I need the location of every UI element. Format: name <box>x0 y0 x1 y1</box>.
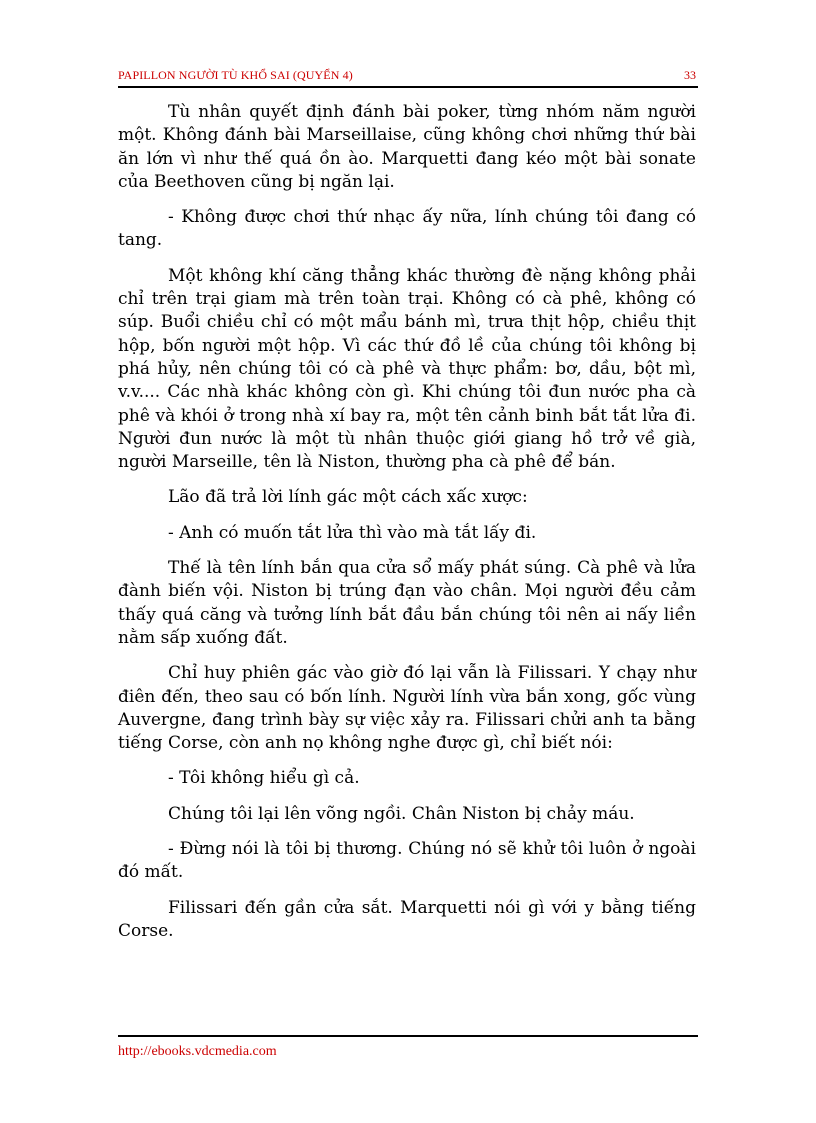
paragraph: - Không được chơi thứ nhạc ấy nữa, lính chúng tôi đang có tang. <box>118 207 696 251</box>
page-header <box>118 66 698 88</box>
paragraph: - Tôi không hiểu gì cả. <box>168 768 360 789</box>
paragraph: Chúng tôi lại lên võng ngồi. Chân Niston bị chảy máu. <box>168 803 635 824</box>
paragraph: Tù nhân quyết định đánh bài poker, từng nhóm năm người một. Không đánh bài Marseillaise, cũng không chơi những thứ bài ăn lớn vì như thế quá ồn ào. Marquetti đang kéo một bài sonate của Beethoven cũng bị ngăn lại. <box>118 102 696 192</box>
paragraph: Chỉ huy phiên gác vào giờ đó lại vẫn là Filissari. Y chạy như điên đến, theo sau có bốn lính. Người lính vừa bắn xong, gốc vùng Auvergne, đang trình bày sự việc xảy ra. Filissari chửi anh ta bằng tiếng Corse, còn anh nọ không nghe được gì, chỉ biết nói: <box>118 663 696 754</box>
paragraph: - Đừng nói là tôi bị thương. Chúng nó sẽ khử tôi luôn ở ngoài đó mất. <box>118 839 696 883</box>
page-body <box>118 101 696 955</box>
paragraph: Một không khí căng thẳng khác thường đè nặng không phải chỉ trên trại giam mà trên toàn trại. Không có cà phê, không có súp. Buổi chiều chỉ có một mẩu bánh mì, trưa thịt hộp, chiều thịt hộp, bốn người một hộp. Vì các thứ đồ lề của chúng tôi không bị phá hủy, nên chúng tôi có cà phê và thực phẩm: bơ, dầu, bột mì, v.v.... Các nhà khác không còn gì. Khi chúng tôi đun nước pha cà phê và khói ở trong nhà xí bay ra, một tên cảnh binh bắt tắt lửa đi. Người đun nước là một tù nhân thuộc giới giang hồ trở về già, người Marseille, tên là Niston, thường pha cà phê để bán. <box>118 265 696 473</box>
paragraph: Filissari đến gần cửa sắt. Marquetti nói gì với y bằng tiếng Corse. <box>118 897 696 941</box>
paragraph: Thế là tên lính bắn qua cửa sổ mấy phát súng. Cà phê và lửa đành biến vội. Niston bị trúng đạn vào chân. Mọi người đều cảm thấy quá căng và tưởng lính bắt đầu bắn chúng tôi nên ai nấy liền nằm sấp xuống đất. <box>118 558 696 648</box>
page-number: 33 <box>684 68 696 82</box>
footer-link[interactable]: http://ebooks.vdcmedia.com <box>118 1044 277 1059</box>
paragraph: - Anh có muốn tắt lửa thì vào mà tắt lấy đi. <box>168 522 537 543</box>
paragraph: Lão đã trả lời lính gác một cách xấc xược: <box>168 487 528 508</box>
footer-divider <box>118 1035 698 1037</box>
book-title: PAPILLON NGƯỜI TÙ KHỔ SAI (QUYỂN 4) <box>118 68 353 82</box>
